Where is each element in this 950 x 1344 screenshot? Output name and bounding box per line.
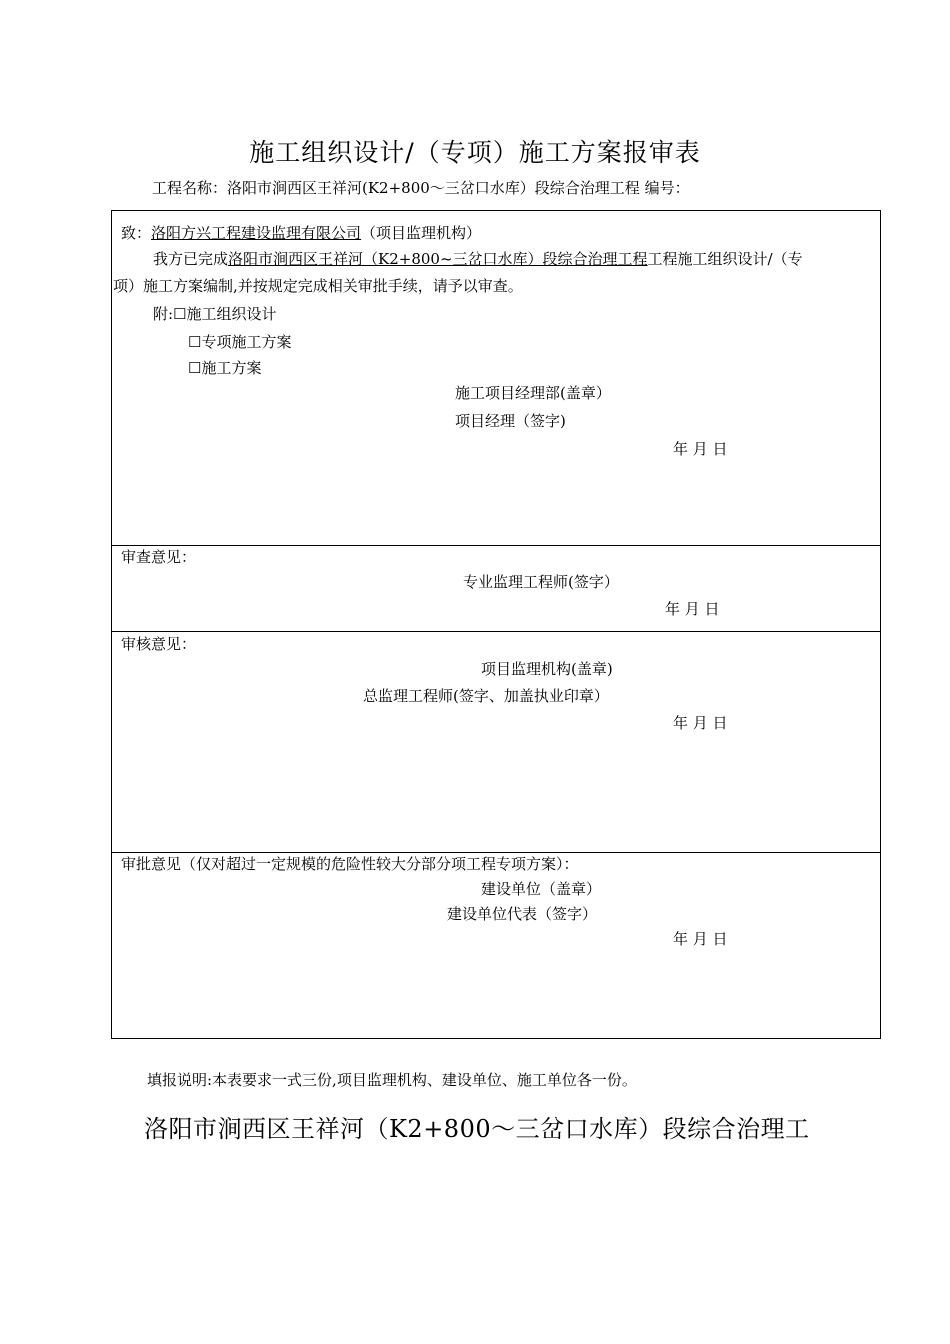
dept-seal-label: 施工项目经理部(盖章） xyxy=(455,384,611,402)
review-opinion-label: 审查意见： xyxy=(121,548,197,566)
statement-prefix: 我方已完成 xyxy=(153,250,229,268)
date-field: 年 月 日 xyxy=(673,930,728,948)
date-field: 年 月 日 xyxy=(673,714,728,732)
attachment-row-2 xyxy=(188,331,291,352)
statement-line-1 xyxy=(153,248,803,269)
attachment-label: 附: xyxy=(153,305,174,323)
recipient-suffix: （项目监理机构） xyxy=(361,224,482,242)
date-field: 年 月 日 xyxy=(665,600,720,618)
statement-rest: 工程施工组织设计/（专 xyxy=(647,250,803,268)
manager-sign-label: 项目经理（签字) xyxy=(455,412,566,430)
recipient-company: 洛阳方兴工程建设监理有限公司 xyxy=(151,224,362,242)
statement-project: 洛阳市涧西区王祥河（K2+800~三岔口水库）段综合治理工程 xyxy=(228,250,648,268)
approval-opinion-label: 审批意见（仅对超过一定规模的危险性较大分部分项工程专项方案）： xyxy=(121,855,579,873)
section-divider xyxy=(111,545,881,546)
org-seal-label: 项目监理机构(盖章) xyxy=(481,660,613,678)
section-divider xyxy=(111,631,881,632)
project-name-line: 工程名称：洛阳市涧西区王祥河(K2+800～三岔口水库）段综合治理工程 编号： xyxy=(152,179,690,197)
audit-opinion-label: 审核意见： xyxy=(121,635,197,653)
attachment-row-3 xyxy=(188,357,261,378)
chief-engineer-sign-label: 总监理工程师(签字、加盖执业印章） xyxy=(363,687,609,705)
attachment-row-1 xyxy=(153,303,277,324)
engineer-sign-label: 专业监理工程师(签字） xyxy=(463,573,619,591)
recipient-line xyxy=(121,222,481,243)
form-title: 施工组织设计/（专项）施工方案报审表 xyxy=(249,138,701,167)
checkbox-construction-design[interactable]: ☐ xyxy=(173,305,187,323)
fill-instructions: 填报说明:本表要求一式三份,项目监理机构、建设单位、施工单位各一份。 xyxy=(147,1071,637,1089)
unit-rep-sign-label: 建设单位代表（签字） xyxy=(447,905,598,923)
checkbox-construction-plan[interactable]: ☐ xyxy=(188,359,202,377)
next-section-title: 洛阳市涧西区王祥河（K2+800～三岔口水库）段综合治理工 xyxy=(144,1115,810,1143)
recipient-prefix: 致： xyxy=(121,224,152,242)
date-field: 年 月 日 xyxy=(673,440,728,458)
checkbox-special-plan[interactable]: ☐ xyxy=(188,333,202,351)
option-construction-design: 施工组织设计 xyxy=(186,305,277,323)
option-special-plan: 专项施工方案 xyxy=(201,333,292,351)
option-construction-plan: 施工方案 xyxy=(201,359,262,377)
statement-line-2: 项）施工方案编制,并按规定完成相关审批手续，请予以审查。 xyxy=(113,277,523,295)
unit-seal-label: 建设单位（盖章） xyxy=(481,880,602,898)
